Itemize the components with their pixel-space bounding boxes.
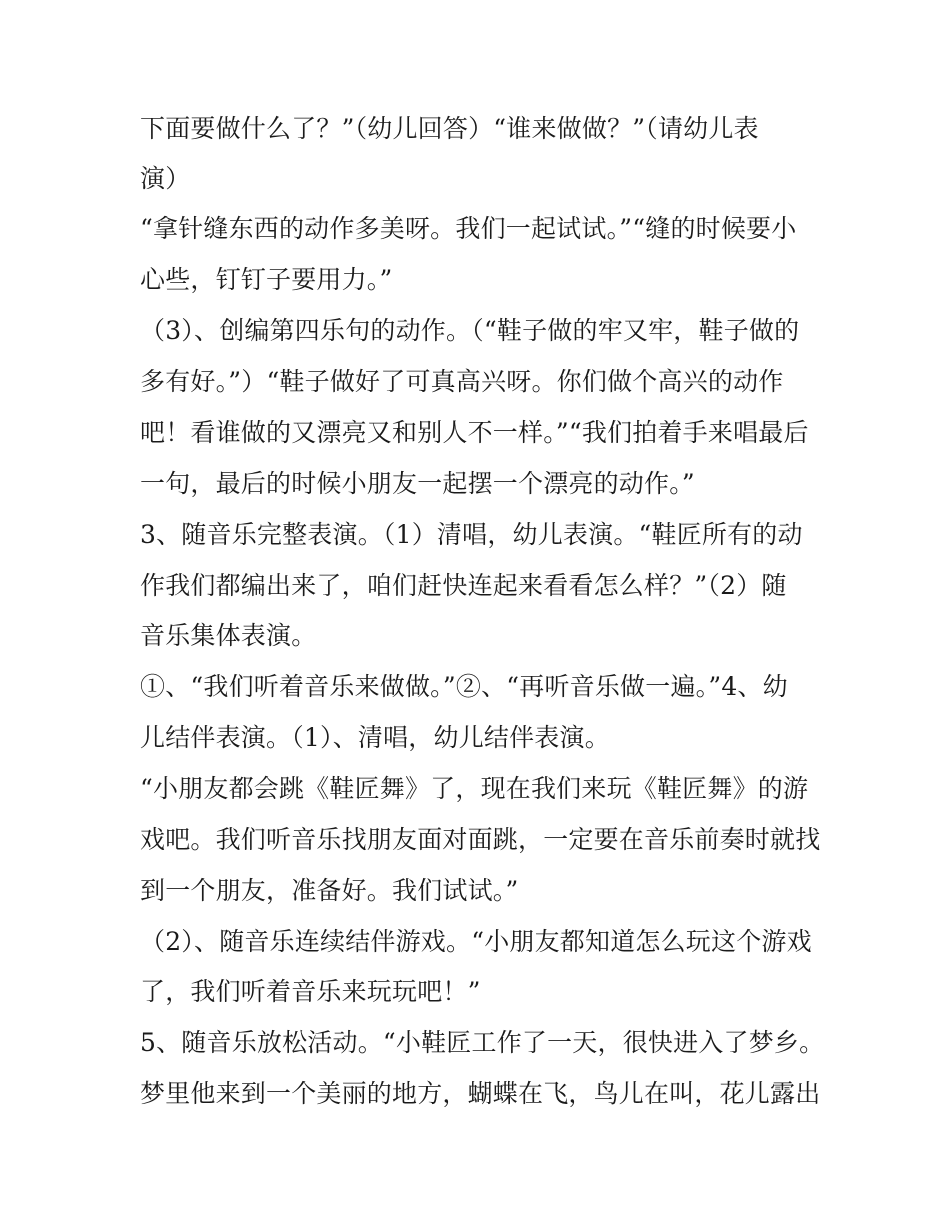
text-line: 到一个朋友，准备好。我们试试。”	[140, 876, 519, 905]
text-line: “小朋友都会跳《鞋匠舞》了，现在我们来玩《鞋匠舞》的游	[140, 774, 809, 803]
text-line: “拿针缝东西的动作多美呀。我们一起试试。”“缝的时候要小	[140, 214, 797, 243]
text-line: 3、随音乐完整表演。（1）清唱，幼儿表演。“鞋匠所有的动	[140, 520, 803, 549]
text-line: 下面要做什么了？”（幼儿回答）“谁来做做？”（请幼儿表	[140, 114, 759, 143]
text-line: 5、随音乐放松活动。“小鞋匠工作了一天，很快进入了梦乡。	[140, 1028, 825, 1057]
text-line: 音乐集体表演。	[140, 621, 317, 650]
text-line: 心些，钉钉子要用力。”	[140, 265, 393, 294]
text-line: 吧！看谁做的又漂亮又和别人不一样。”“我们拍着手来唱最后	[140, 418, 809, 447]
text-line: 作我们都编出来了，咱们赶快连起来看看怎么样？”（2）随	[140, 571, 787, 600]
text-line: 演）	[140, 164, 191, 193]
text-line: （2）、随音乐连续结伴游戏。“小朋友都知道怎么玩这个游戏	[140, 927, 812, 956]
text-line: 多有好。”）“鞋子做好了可真高兴呀。你们做个高兴的动作	[140, 367, 784, 396]
text-line: 一句，最后的时候小朋友一起摆一个漂亮的动作。”	[140, 469, 695, 498]
text-line: ①、“我们听着音乐来做做。”②、“再听音乐做一遍。”4、幼	[140, 672, 788, 701]
text-line: （3）、创编第四乐句的动作。（“鞋子做的牢又牢，鞋子做的	[140, 316, 800, 345]
text-line: 儿结伴表演。（1）、清唱，幼儿结伴表演。	[140, 723, 610, 752]
text-line: 了，我们听着音乐来玩玩吧！”	[140, 977, 481, 1006]
text-line: 戏吧。我们听音乐找朋友面对面跳，一定要在音乐前奏时就找	[140, 825, 821, 854]
text-line: 梦里他来到一个美丽的地方，蝴蝶在飞，鸟儿在叫，花儿露出	[140, 1079, 821, 1108]
